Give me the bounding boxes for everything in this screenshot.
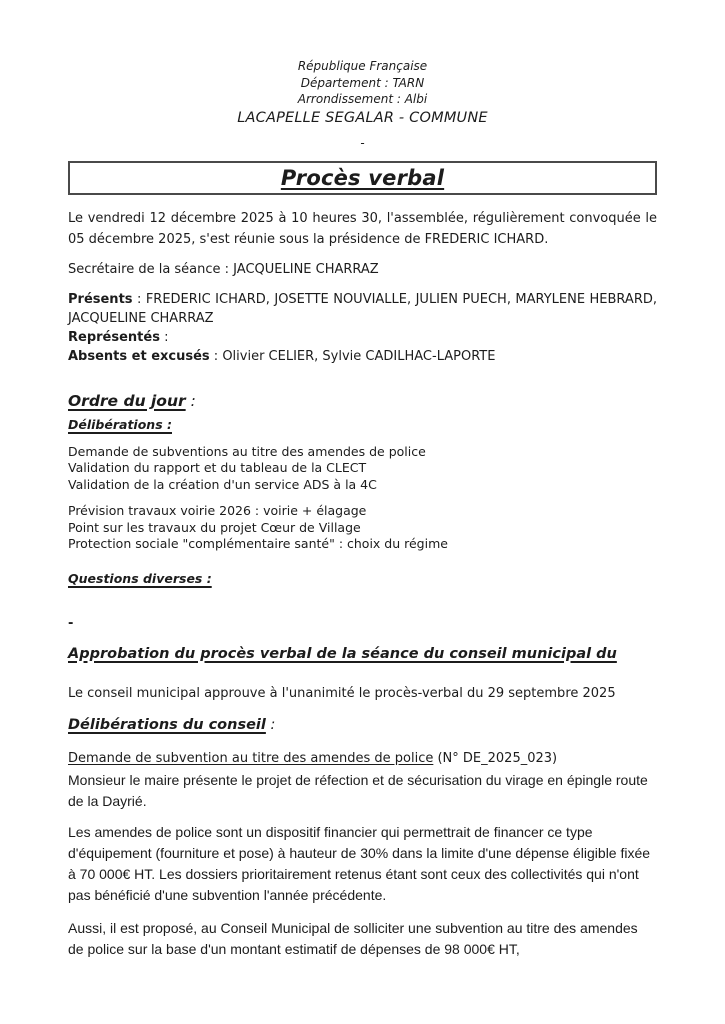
heading-approbation bbox=[68, 644, 657, 664]
agenda-item: Prévision travaux voirie 2026 : voirie + élagage bbox=[68, 503, 367, 518]
heading-deliberations-conseil bbox=[68, 715, 657, 735]
heading-questions-text: Questions diverses : bbox=[68, 570, 212, 586]
attendance-block bbox=[68, 290, 657, 366]
header-departement: Département : TARN bbox=[300, 75, 425, 90]
separator-dash: - bbox=[68, 615, 74, 631]
body-paragraph-2: Les amendes de police sont un dispositif financier qui permettrait de financer ce type d'équipement (fourniture et pose) à hauteur de 30% dans la limite d'une dépense éligible fixée à 70 000€ HT. Les dossiers prioritairement retenus étant sont ceux des collectivités qui n'ont pas bénéficié d'une subvention l'année précédente. bbox=[68, 823, 651, 903]
representes-label: Représentés bbox=[68, 329, 160, 345]
heading-ordre-colon: : bbox=[185, 391, 196, 410]
agenda-item: Point sur les travaux du projet Cœur de Village bbox=[68, 519, 361, 535]
title-box bbox=[68, 161, 657, 195]
heading-subvention bbox=[68, 749, 657, 768]
header-commune: LACAPELLE SEGALAR - COMMUNE bbox=[237, 109, 488, 126]
heading-ordre-du-jour bbox=[68, 390, 657, 412]
secretary-line: Secrétaire de la séance : JACQUELINE CHARRAZ bbox=[68, 261, 379, 277]
absents-line bbox=[68, 347, 657, 366]
presents-label: Présents bbox=[68, 291, 133, 307]
header-separator-dash: - bbox=[360, 135, 365, 150]
representes-line bbox=[68, 328, 657, 347]
absents-names: : Olivier CELIER, Sylvie CADILHAC-LAPORTE bbox=[209, 348, 496, 364]
heading-approbation-text: Approbation du procès verbal de la séance du conseil municipal du bbox=[68, 645, 617, 662]
agenda-item: Protection sociale "complémentaire santé" : choix du régime bbox=[68, 536, 448, 551]
body-paragraph-3: Aussi, il est proposé, au Conseil Municipal de solliciter une subvention au titre des amendes de police sur la base d'un montant estimatif de dépenses de 98 000€ HT, bbox=[68, 919, 638, 957]
presents-names: : FREDERIC ICHARD, JOSETTE NOUVIALLE, JULIEN PUECH, MARYLENE HEBRARD, JACQUELINE CHARRAZ bbox=[68, 291, 657, 326]
heading-deliberations-conseil-text: Délibérations du conseil bbox=[68, 716, 266, 733]
heading-deliberations-conseil-colon: : bbox=[265, 716, 276, 733]
heading-subvention-text: Demande de subvention au titre des amendes de police bbox=[68, 750, 434, 766]
representes-names: : bbox=[159, 329, 169, 345]
heading-deliberations bbox=[68, 416, 657, 433]
heading-questions-diverses bbox=[68, 570, 657, 587]
approbation-paragraph: Le conseil municipal approuve à l'unanimité le procès-verbal du 29 septembre 2025 bbox=[68, 685, 616, 701]
document-header bbox=[68, 58, 657, 150]
agenda-list-2 bbox=[68, 503, 657, 553]
header-arrondissement: Arrondissement : Albi bbox=[297, 92, 428, 106]
heading-ordre-text: Ordre du jour bbox=[68, 391, 186, 410]
page-title: Procès verbal bbox=[280, 165, 445, 190]
header-republique: République Française bbox=[297, 59, 428, 73]
agenda-item: Demande de subventions au titre des amendes de police bbox=[68, 443, 426, 459]
agenda-list-1 bbox=[68, 444, 657, 494]
agenda-item: Validation de la création d'un service ADS à la 4C bbox=[68, 476, 377, 492]
heading-deliberations-text: Délibérations : bbox=[68, 416, 172, 432]
intro-paragraph: Le vendredi 12 décembre 2025 à 10 heures 30, l'assemblée, régulièrement convoquée le 05 décembre 2025, s'est réunie sous la présidence de FREDERIC ICHARD. bbox=[68, 210, 657, 247]
subvention-reference-number: (N° DE_2025_023) bbox=[433, 750, 558, 766]
agenda-item: Validation du rapport et du tableau de la CLECT bbox=[68, 460, 367, 475]
absents-label: Absents et excusés bbox=[68, 348, 210, 364]
body-paragraph-1: Monsieur le maire présente le projet de réfection et de sécurisation du virage en épingle route de la Dayrié. bbox=[68, 771, 648, 809]
presents-line bbox=[68, 290, 657, 328]
